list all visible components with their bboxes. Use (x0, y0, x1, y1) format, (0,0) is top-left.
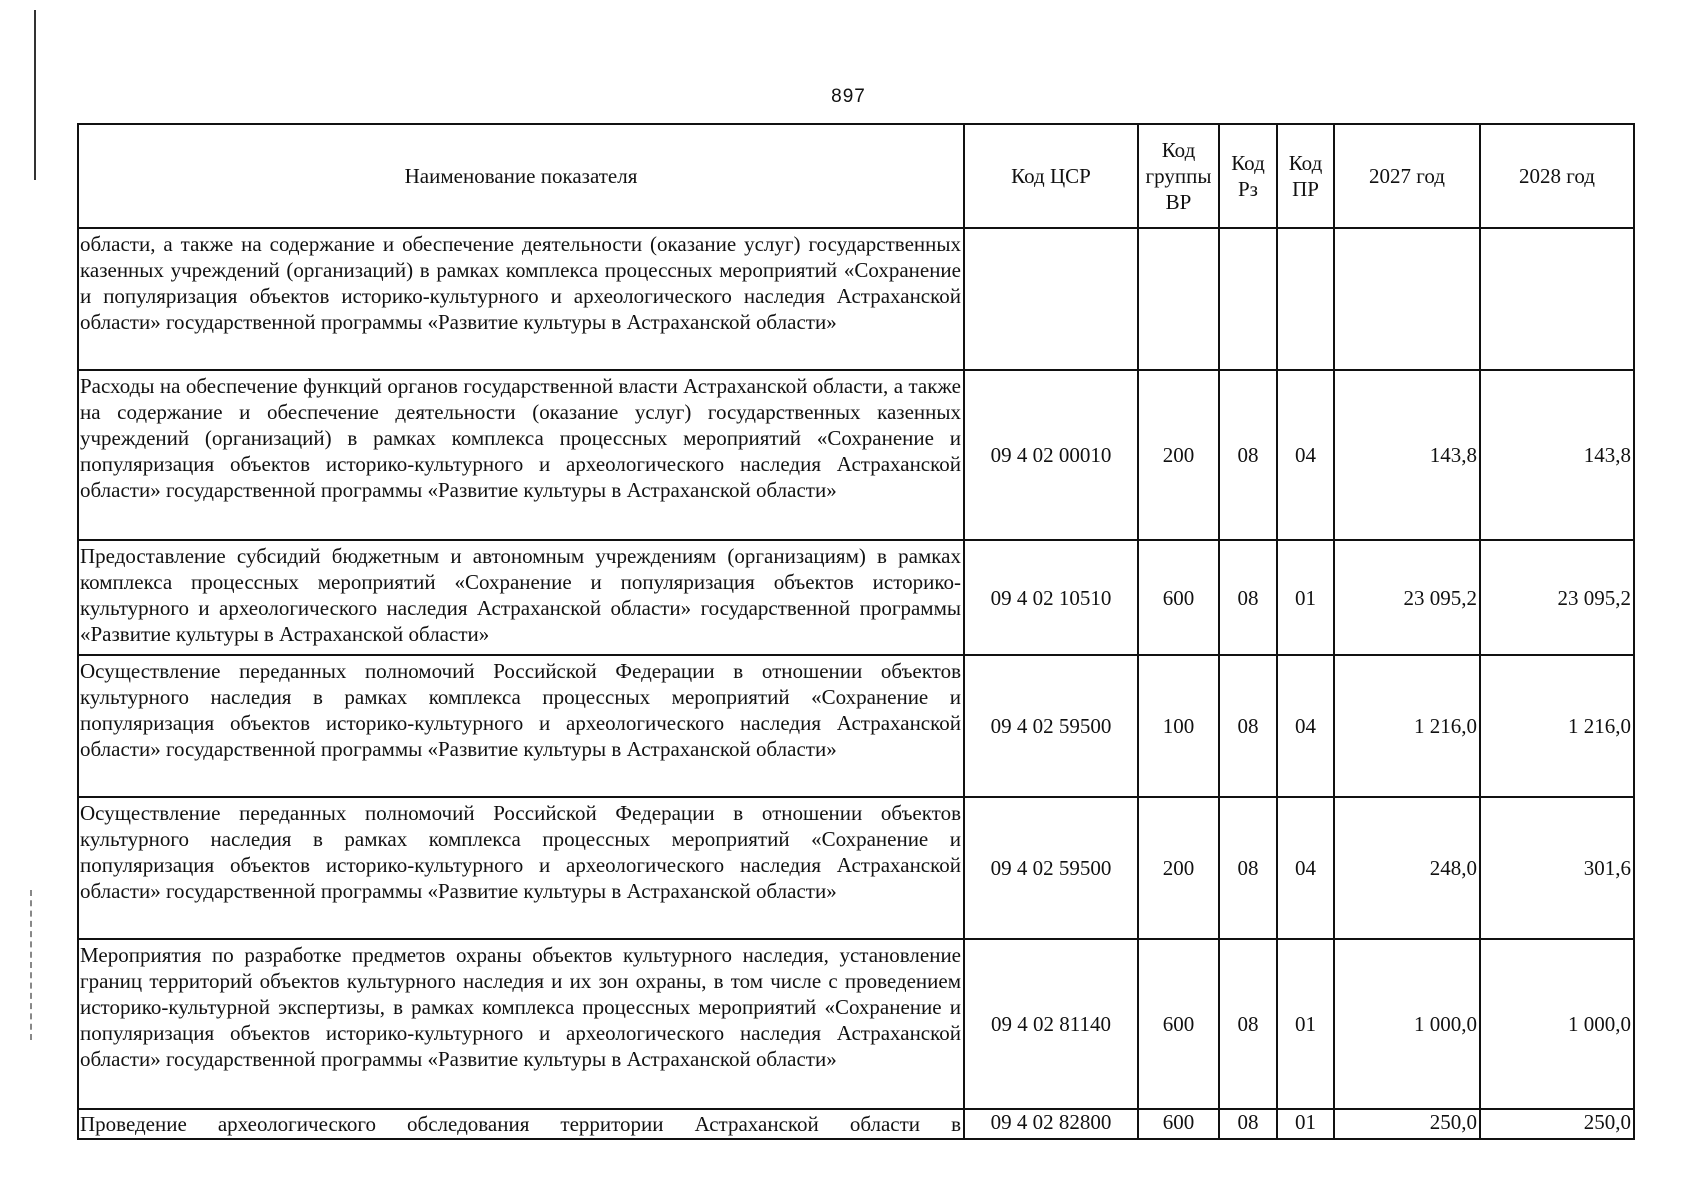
row-rz-code: 08 (1219, 1109, 1277, 1139)
row-name: Проведение археологического обследования территории Астраханской области в (78, 1109, 964, 1139)
row-csr-code: 09 4 02 10510 (964, 540, 1138, 655)
table-row (78, 540, 1634, 655)
row-vr-code: 600 (1138, 1109, 1219, 1139)
row-pr-code: 01 (1277, 939, 1334, 1109)
row-amount-2028: 250,0 (1480, 1109, 1634, 1139)
row-name: Предоставление субсидий бюджетным и автономным учреждениям (организациям) в рамках комплекса процессных мероприятий «Сохранение и популяризация объектов историко-культурного и археологического наследия Астраханской области» государственной программы «Развитие культуры в Астраханской области» (78, 540, 964, 655)
row-csr-code: 09 4 02 59500 (964, 655, 1138, 797)
row-amount-2028: 23 095,2 (1480, 540, 1634, 655)
header-rz-code: Код Рз (1219, 124, 1277, 228)
header-year-2027: 2027 год (1334, 124, 1480, 228)
row-vr-code (1138, 228, 1219, 370)
budget-table (77, 123, 1635, 1140)
row-amount-2027: 1 216,0 (1334, 655, 1480, 797)
header-csr-code: Код ЦСР (964, 124, 1138, 228)
header-name: Наименование показателя (78, 124, 964, 228)
row-amount-2027: 1 000,0 (1334, 939, 1480, 1109)
row-csr-code: 09 4 02 82800 (964, 1109, 1138, 1139)
row-name: области, а также на содержание и обеспечение деятельности (оказание услуг) государственных казенных учреждений (организаций) в рамках комплекса процессных мероприятий «Сохранение и популяризация объектов историко-культурного и археологического наследия Астраханской области» государственной программы «Развитие культуры в Астраханской области» (78, 228, 964, 370)
row-amount-2027 (1334, 228, 1480, 370)
table-row (78, 939, 1634, 1109)
table-row (78, 797, 1634, 939)
row-amount-2027: 248,0 (1334, 797, 1480, 939)
header-pr-code: Код ПР (1277, 124, 1334, 228)
row-vr-code: 600 (1138, 540, 1219, 655)
header-year-2028: 2028 год (1480, 124, 1634, 228)
row-rz-code: 08 (1219, 939, 1277, 1109)
table-header-row (78, 124, 1634, 228)
row-name: Осуществление переданных полномочий Российской Федерации в отношении объектов культурного наследия в рамках комплекса процессных мероприятий «Сохранение и популяризация объектов историко-культурного и археологического наследия Астраханской области» государственной программы «Развитие культуры в Астраханской области» (78, 655, 964, 797)
row-amount-2028: 143,8 (1480, 370, 1634, 540)
row-pr-code: 04 (1277, 655, 1334, 797)
row-vr-code: 100 (1138, 655, 1219, 797)
row-rz-code: 08 (1219, 797, 1277, 939)
table-row (78, 655, 1634, 797)
row-vr-code: 600 (1138, 939, 1219, 1109)
row-csr-code: 09 4 02 00010 (964, 370, 1138, 540)
page-binding-dots (30, 890, 32, 1040)
row-amount-2028: 1 000,0 (1480, 939, 1634, 1109)
row-amount-2027: 23 095,2 (1334, 540, 1480, 655)
row-csr-code: 09 4 02 59500 (964, 797, 1138, 939)
row-rz-code: 08 (1219, 370, 1277, 540)
row-pr-code: 01 (1277, 1109, 1334, 1139)
row-amount-2028: 301,6 (1480, 797, 1634, 939)
row-pr-code: 04 (1277, 797, 1334, 939)
table-row (78, 228, 1634, 370)
table-row (78, 1109, 1634, 1139)
header-vr-code: Код группы ВР (1138, 124, 1219, 228)
row-amount-2027: 250,0 (1334, 1109, 1480, 1139)
row-pr-code (1277, 228, 1334, 370)
page-number: 897 (831, 86, 866, 107)
row-amount-2028: 1 216,0 (1480, 655, 1634, 797)
row-name: Расходы на обеспечение функций органов государственной власти Астраханской области, а также на содержание и обеспечение деятельности (оказание услуг) государственных казенных учреждений (организаций) в рамках комплекса процессных мероприятий «Сохранение и популяризация объектов историко-культурного и археологического наследия Астраханской области» государственной программы «Развитие культуры в Астраханской области» (78, 370, 964, 540)
row-csr-code: 09 4 02 81140 (964, 939, 1138, 1109)
row-rz-code: 08 (1219, 655, 1277, 797)
row-amount-2028 (1480, 228, 1634, 370)
row-name: Осуществление переданных полномочий Российской Федерации в отношении объектов культурного наследия в рамках комплекса процессных мероприятий «Сохранение и популяризация объектов историко-культурного и археологического наследия Астраханской области» государственной программы «Развитие культуры в Астраханской области» (78, 797, 964, 939)
row-vr-code: 200 (1138, 797, 1219, 939)
row-name: Мероприятия по разработке предметов охраны объектов культурного наследия, установление границ территорий объектов культурного наследия и их зон охраны, в том числе с проведением историко-культурной экспертизы, в рамках комплекса процессных мероприятий «Сохранение и популяризация объектов историко-культурного и археологического наследия Астраханской области» государственной программы «Развитие культуры в Астраханской области» (78, 939, 964, 1109)
row-pr-code: 04 (1277, 370, 1334, 540)
row-pr-code: 01 (1277, 540, 1334, 655)
row-rz-code (1219, 228, 1277, 370)
row-vr-code: 200 (1138, 370, 1219, 540)
row-csr-code (964, 228, 1138, 370)
row-amount-2027: 143,8 (1334, 370, 1480, 540)
table-row (78, 370, 1634, 540)
row-rz-code: 08 (1219, 540, 1277, 655)
